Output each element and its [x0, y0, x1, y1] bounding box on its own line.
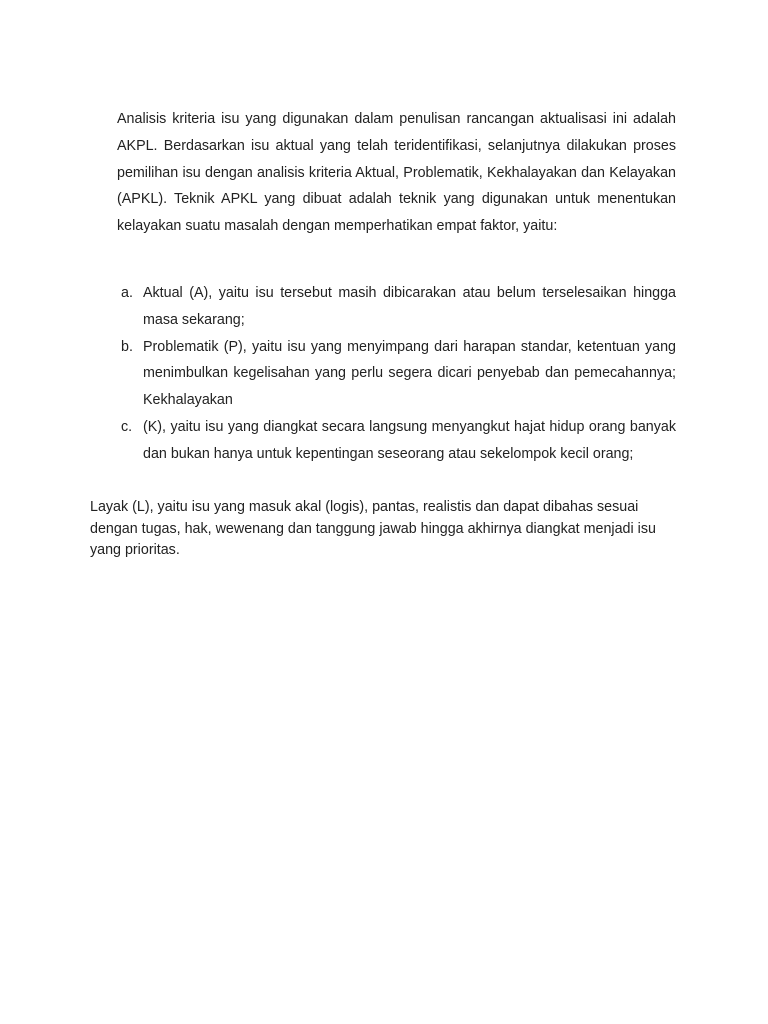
list-marker: b.	[121, 338, 133, 355]
list-marker: c.	[121, 418, 133, 435]
list-item-text: (K), yaitu isu yang diangkat secara langsung menyangkut hajat hidup orang banyak dan bukan hanya untuk kepentingan seseorang atau sekelompok kecil orang;	[143, 418, 676, 462]
list-item-aktual	[117, 280, 676, 334]
list-item-kekhalayakan	[117, 414, 676, 468]
closing-paragraph: Layak (L), yaitu isu yang masuk akal (logis), pantas, realistis dan dapat dibahas sesuai dengan tugas, hak, wewenang dan tanggung jawab hingga akhirnya diangkat menjadi isu yang prioritas.	[90, 499, 656, 558]
list-item-text: Aktual (A), yaitu isu tersebut masih dibicarakan atau belum terselesaikan hingga masa sekarang;	[143, 285, 676, 328]
list-item-problematik	[117, 334, 676, 414]
list-item-text: Problematik (P), yaitu isu yang menyimpang dari harapan standar, ketentuan yang menimbulkan kegelisahan yang perlu segera dicari penyebab dan pemecahannya; Kekhalayakan	[143, 338, 676, 409]
intro-paragraph: Analisis kriteria isu yang digunakan dalam penulisan rancangan aktualisasi ini adalah AKPL. Berdasarkan isu aktual yang telah teridentifikasi, selanjutnya dilakukan proses pemilihan isu dengan analisis kriteria Aktual, Problematik, Kekhalayakan dan Kelayakan (APKL). Teknik APKL yang dibuat adalah teknik yang digunakan untuk menentukan kelayakan suatu masalah dengan memperhatikan empat faktor, yaitu:	[117, 111, 676, 235]
list-marker: a.	[121, 285, 133, 301]
criteria-list	[117, 280, 676, 468]
